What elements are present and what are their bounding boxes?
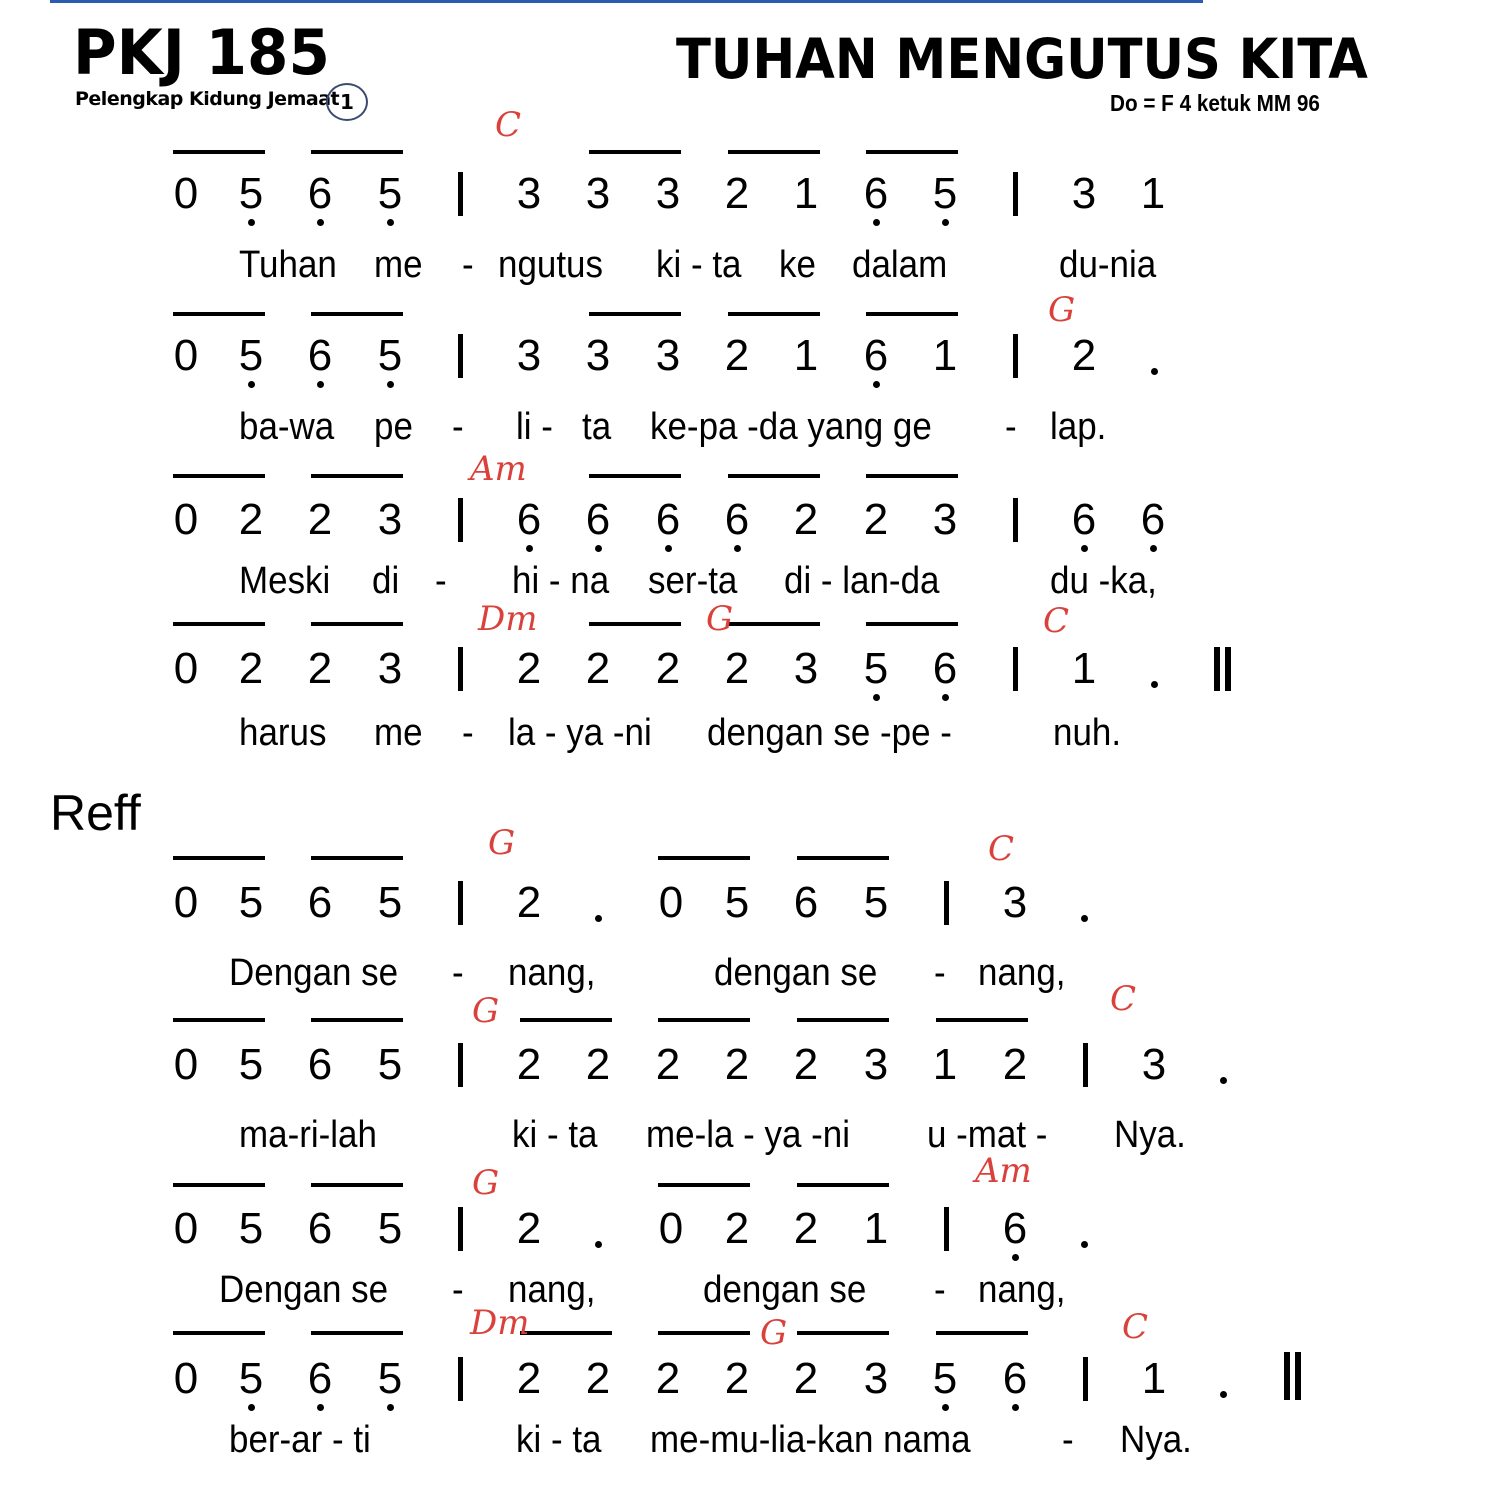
- lyric: ke: [779, 244, 816, 286]
- note: 3: [377, 495, 403, 544]
- duration-dot: [1151, 681, 1158, 688]
- lyric: -: [452, 1269, 464, 1311]
- duration-dot: [1220, 1391, 1227, 1398]
- beam: [866, 150, 958, 154]
- note: 3: [585, 169, 611, 218]
- lyric: -: [1062, 1419, 1074, 1461]
- beam: [658, 1018, 750, 1022]
- note: 2: [516, 1204, 542, 1253]
- note: 2: [724, 331, 750, 380]
- beam: [936, 1018, 1028, 1022]
- lyric: du -ka,: [1050, 560, 1157, 602]
- note: 5: [863, 878, 889, 927]
- note: 2: [1071, 331, 1097, 380]
- note: 3: [516, 331, 542, 380]
- lyric: -: [452, 952, 464, 994]
- lyric: ba-wa: [239, 406, 335, 448]
- beam: [866, 474, 958, 478]
- lyric: du-nia: [1059, 244, 1157, 286]
- note: 2: [724, 1354, 750, 1403]
- lyric: Dengan se: [219, 1269, 389, 1311]
- note: 3: [1071, 169, 1097, 218]
- chord-annotation: G: [472, 1163, 500, 1203]
- note: 5: [238, 878, 264, 927]
- note: 6: [793, 878, 819, 927]
- lyric: me-mu-lia-kan nama: [650, 1419, 971, 1461]
- lyric: li -: [516, 406, 553, 448]
- lyric: ngutus: [498, 244, 603, 286]
- lyric: di: [372, 560, 400, 602]
- bar-line: [1083, 1357, 1088, 1401]
- chord-annotation: C: [1043, 601, 1070, 641]
- lyric: ma-ri-lah: [239, 1114, 377, 1156]
- beam: [311, 474, 403, 478]
- beam: [797, 1331, 889, 1335]
- lyric: dengan se -pe -: [707, 712, 952, 754]
- beam: [173, 856, 265, 860]
- beam: [311, 1018, 403, 1022]
- note: 3: [1002, 878, 1028, 927]
- chord-annotation: C: [988, 829, 1015, 869]
- lyric: -: [435, 560, 447, 602]
- note: 2: [307, 495, 333, 544]
- lyric: -: [934, 952, 946, 994]
- note-low-octave: 6: [578, 498, 618, 542]
- bar-line: [1013, 172, 1018, 216]
- beam: [520, 1331, 612, 1335]
- hymn-code: PKJ 185: [73, 16, 330, 89]
- beam: [589, 150, 681, 154]
- beam: [311, 312, 403, 316]
- duration-dot: [595, 915, 602, 922]
- note: 2: [655, 1354, 681, 1403]
- note: 2: [516, 1354, 542, 1403]
- lyric: me: [374, 712, 423, 754]
- note: 2: [585, 1040, 611, 1089]
- note: 2: [1002, 1040, 1028, 1089]
- note: 3: [655, 169, 681, 218]
- note: 3: [516, 169, 542, 218]
- note: 2: [724, 169, 750, 218]
- duration-dot: [1081, 1241, 1088, 1248]
- song-title: TUHAN MENGUTUS KITA: [676, 27, 1368, 91]
- beam: [658, 856, 750, 860]
- hymnal-name: Pelengkap Kidung Jemaat: [75, 88, 340, 110]
- note: 2: [516, 644, 542, 693]
- chord-annotation: G: [1048, 290, 1076, 330]
- note: 5: [377, 1204, 403, 1253]
- note: 6: [307, 878, 333, 927]
- note: 1: [793, 331, 819, 380]
- lyric: me: [374, 244, 423, 286]
- duration-dot: [1081, 915, 1088, 922]
- beam: [728, 622, 820, 626]
- chord-annotation: Am: [470, 449, 527, 489]
- lyric: la - ya -ni: [508, 712, 652, 754]
- note-low-octave: 5: [370, 334, 410, 378]
- lyric: ber-ar - ti: [229, 1419, 371, 1461]
- beam: [311, 622, 403, 626]
- bar-line: [458, 1043, 463, 1087]
- lyric: -: [452, 406, 464, 448]
- note: 3: [793, 644, 819, 693]
- note: 2: [793, 495, 819, 544]
- note: 0: [173, 495, 199, 544]
- note: 1: [1071, 644, 1097, 693]
- lyric: Nya.: [1120, 1419, 1192, 1461]
- note-low-octave: 6: [300, 172, 340, 216]
- note-low-octave: 5: [925, 1357, 965, 1401]
- lyric: Tuhan: [239, 244, 337, 286]
- note-low-octave: 6: [300, 1357, 340, 1401]
- note: 2: [655, 1040, 681, 1089]
- chord-annotation: G: [472, 991, 500, 1031]
- chord-annotation: G: [488, 823, 516, 863]
- chord-annotation: G: [760, 1313, 788, 1353]
- lyric: Dengan se: [229, 952, 399, 994]
- bar-line: [944, 1207, 949, 1251]
- note-low-octave: 6: [509, 498, 549, 542]
- note: 1: [863, 1204, 889, 1253]
- chord-annotation: Dm: [478, 599, 538, 639]
- note-low-octave: 5: [231, 334, 271, 378]
- note: 5: [724, 878, 750, 927]
- beam: [866, 312, 958, 316]
- duration-dot: [1220, 1077, 1227, 1084]
- final-barline: [1214, 647, 1220, 691]
- duration-dot: [1151, 368, 1158, 375]
- lyric: me-la - ya -ni: [646, 1114, 850, 1156]
- note-low-octave: 6: [300, 334, 340, 378]
- lyric: nuh.: [1053, 712, 1122, 754]
- beam: [589, 622, 681, 626]
- note: 0: [173, 644, 199, 693]
- lyric: lap.: [1050, 406, 1107, 448]
- note: 2: [238, 495, 264, 544]
- beam: [797, 856, 889, 860]
- final-barline: [1284, 1352, 1290, 1400]
- note-low-octave: 6: [648, 498, 688, 542]
- lyric: ser-ta: [648, 560, 738, 602]
- key-and-tempo: Do = F 4 ketuk MM 96: [1110, 90, 1320, 116]
- lyric: Meski: [239, 560, 331, 602]
- beam: [173, 312, 265, 316]
- lyric: nang,: [508, 952, 596, 994]
- lyric: dalam: [852, 244, 948, 286]
- lyric: -: [1005, 406, 1017, 448]
- note-low-octave: 5: [231, 172, 271, 216]
- lyric: harus: [239, 712, 327, 754]
- note: 3: [377, 644, 403, 693]
- beam: [866, 622, 958, 626]
- final-barline: [1295, 1352, 1301, 1400]
- note: 3: [585, 331, 611, 380]
- chord-annotation: Am: [975, 1151, 1032, 1191]
- note: 6: [307, 1204, 333, 1253]
- lyric: ke-pa -da yang ge: [650, 406, 932, 448]
- note: 2: [724, 1040, 750, 1089]
- note-low-octave: 6: [856, 334, 896, 378]
- lyric: Nya.: [1114, 1114, 1186, 1156]
- note: 2: [516, 1040, 542, 1089]
- note: 3: [863, 1354, 889, 1403]
- chord-annotation: C: [1122, 1307, 1149, 1347]
- note: 0: [658, 1204, 684, 1253]
- chord-annotation: C: [495, 105, 522, 145]
- note: 1: [932, 1040, 958, 1089]
- bar-line: [458, 1357, 463, 1401]
- note: 3: [1141, 1040, 1167, 1089]
- note-low-octave: 6: [1064, 498, 1104, 542]
- beam: [311, 856, 403, 860]
- note: 2: [238, 644, 264, 693]
- lyric: hi - na: [512, 560, 610, 602]
- lyric: ki - ta: [656, 244, 742, 286]
- note: 0: [658, 878, 684, 927]
- lyric: dengan se: [703, 1269, 867, 1311]
- beam: [173, 150, 265, 154]
- note: 2: [793, 1040, 819, 1089]
- beam: [728, 474, 820, 478]
- lyric: di - lan-da: [784, 560, 940, 602]
- note: 0: [173, 331, 199, 380]
- bar-line: [458, 881, 463, 925]
- lyric: dengan se: [714, 952, 878, 994]
- verse-number-badge: 1: [326, 83, 368, 121]
- note: 0: [173, 169, 199, 218]
- top-accent-bar: [50, 0, 1203, 3]
- note: 2: [307, 644, 333, 693]
- note: 6: [307, 1040, 333, 1089]
- note: 3: [655, 331, 681, 380]
- lyric: ki - ta: [512, 1114, 598, 1156]
- beam: [173, 1018, 265, 1022]
- chord-annotation: G: [706, 599, 734, 639]
- note: 2: [724, 1204, 750, 1253]
- note: 2: [585, 644, 611, 693]
- beam: [728, 312, 820, 316]
- note-low-octave: 5: [370, 1357, 410, 1401]
- note-low-octave: 6: [995, 1357, 1035, 1401]
- refrain-label: Reff: [50, 785, 141, 841]
- note: 2: [793, 1204, 819, 1253]
- bar-line: [458, 1207, 463, 1251]
- beam: [173, 474, 265, 478]
- bar-line: [458, 647, 463, 691]
- bar-line: [1013, 498, 1018, 542]
- note: 5: [377, 1040, 403, 1089]
- note-low-octave: 5: [370, 172, 410, 216]
- beam: [173, 622, 265, 626]
- note: 2: [516, 878, 542, 927]
- duration-dot: [595, 1241, 602, 1248]
- beam: [311, 150, 403, 154]
- beam: [797, 1183, 889, 1187]
- beam: [589, 474, 681, 478]
- lyric: u -mat -: [927, 1114, 1048, 1156]
- final-barline: [1225, 647, 1231, 691]
- note-low-octave: 6: [995, 1207, 1035, 1251]
- bar-line: [1013, 334, 1018, 378]
- note-low-octave: 6: [1133, 498, 1173, 542]
- chord-annotation: C: [1110, 979, 1137, 1019]
- beam: [520, 1018, 612, 1022]
- note: 5: [238, 1204, 264, 1253]
- beam: [728, 150, 820, 154]
- lyric: -: [462, 712, 474, 754]
- beam: [658, 1183, 750, 1187]
- note: 2: [793, 1354, 819, 1403]
- beam: [173, 1183, 265, 1187]
- note: 5: [238, 1040, 264, 1089]
- bar-line: [944, 881, 949, 925]
- lyric: nang,: [978, 1269, 1066, 1311]
- lyric: ta: [582, 406, 612, 448]
- note: 2: [655, 644, 681, 693]
- lyric: nang,: [978, 952, 1066, 994]
- beam: [311, 1331, 403, 1335]
- note-low-octave: 5: [925, 172, 965, 216]
- lyric: -: [462, 244, 474, 286]
- note-low-octave: 6: [925, 647, 965, 691]
- note: 0: [173, 1204, 199, 1253]
- beam: [311, 1183, 403, 1187]
- beam: [173, 1331, 265, 1335]
- lyric: pe: [374, 406, 413, 448]
- lyric: -: [934, 1269, 946, 1311]
- note: 1: [793, 169, 819, 218]
- note: 3: [863, 1040, 889, 1089]
- note: 3: [932, 495, 958, 544]
- note: 1: [932, 331, 958, 380]
- note: 1: [1140, 169, 1166, 218]
- note: 0: [173, 1040, 199, 1089]
- note: 2: [585, 1354, 611, 1403]
- beam: [589, 312, 681, 316]
- lyric: nang,: [508, 1269, 596, 1311]
- note-low-octave: 6: [717, 498, 757, 542]
- bar-line: [458, 172, 463, 216]
- bar-line: [1013, 647, 1018, 691]
- note: 0: [173, 878, 199, 927]
- bar-line: [1083, 1043, 1088, 1087]
- note-low-octave: 5: [231, 1357, 271, 1401]
- chord-annotation: Dm: [470, 1303, 530, 1343]
- note-low-octave: 5: [856, 647, 896, 691]
- bar-line: [458, 498, 463, 542]
- beam: [797, 1018, 889, 1022]
- bar-line: [458, 334, 463, 378]
- note: 1: [1141, 1354, 1167, 1403]
- note-low-octave: 6: [856, 172, 896, 216]
- beam: [936, 1331, 1028, 1335]
- note: 5: [377, 878, 403, 927]
- lyric: ki - ta: [516, 1419, 602, 1461]
- note: 0: [173, 1354, 199, 1403]
- note: 2: [724, 644, 750, 693]
- note: 2: [863, 495, 889, 544]
- beam: [658, 1331, 750, 1335]
